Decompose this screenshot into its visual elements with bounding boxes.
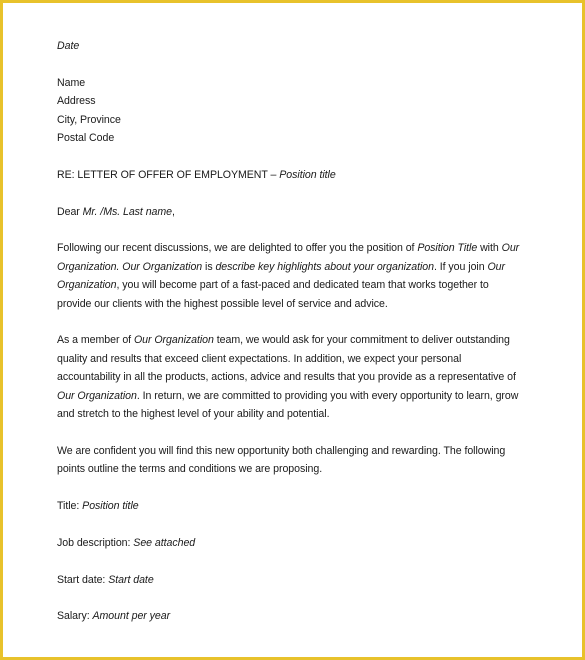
- paragraph-line: points outline the terms and conditions we are proposing.: [57, 463, 323, 476]
- field-title: Title: Position title: [57, 500, 139, 513]
- page-bottom-fade: [3, 623, 582, 657]
- recipient-address: [57, 74, 535, 148]
- field-salary: Salary: Amount per year: [57, 610, 171, 623]
- field-job-description: Job description: See attached: [57, 536, 196, 549]
- recipient-postal-code: Postal Code: [57, 132, 115, 145]
- paragraph-line: We are confident you will find this new opportunity both challenging and rewarding. The following: [57, 444, 506, 457]
- paragraph-commitment: [57, 331, 535, 423]
- paragraph-line: Following our recent discussions, we are delighted to offer you the position of Position Title with Our: [57, 242, 520, 255]
- paragraph-line: quality and results that exceed client expectations. In addition, we expect your personal: [57, 352, 462, 365]
- paragraph-terms-intro: [57, 442, 535, 479]
- paragraph-line: accountability in all the products, actions, advice and results that you provide as a representative of: [57, 371, 516, 384]
- recipient-city: City, Province: [57, 113, 121, 126]
- paragraph-line: Organization. Our Organization is describe key highlights about your organization. If you join Our: [57, 260, 505, 273]
- paragraph-line: provide our clients with the highest possible level of service and advice.: [57, 297, 388, 310]
- salutation: Dear Mr. /Ms. Last name,: [57, 205, 175, 218]
- field-start-date: Start date: Start date: [57, 573, 154, 586]
- date-line: Date: [57, 40, 80, 52]
- recipient-address-line: Address: [57, 95, 96, 108]
- paragraph-offer: [57, 239, 535, 313]
- subject-line: RE: LETTER OF OFFER OF EMPLOYMENT – Position title: [57, 168, 336, 181]
- paragraph-line: and stretch to the highest level of your ability and potential.: [57, 408, 330, 421]
- paragraph-line: As a member of Our Organization team, we would ask for your commitment to deliver outstanding: [57, 334, 510, 347]
- letter-page: [57, 37, 535, 626]
- recipient-name: Name: [57, 76, 86, 89]
- paragraph-line: Our Organization. In return, we are committed to providing you with every opportunity to learn, grow: [57, 389, 519, 402]
- paragraph-line: Organization, you will become part of a fast-paced and dedicated team that works together to: [57, 279, 489, 292]
